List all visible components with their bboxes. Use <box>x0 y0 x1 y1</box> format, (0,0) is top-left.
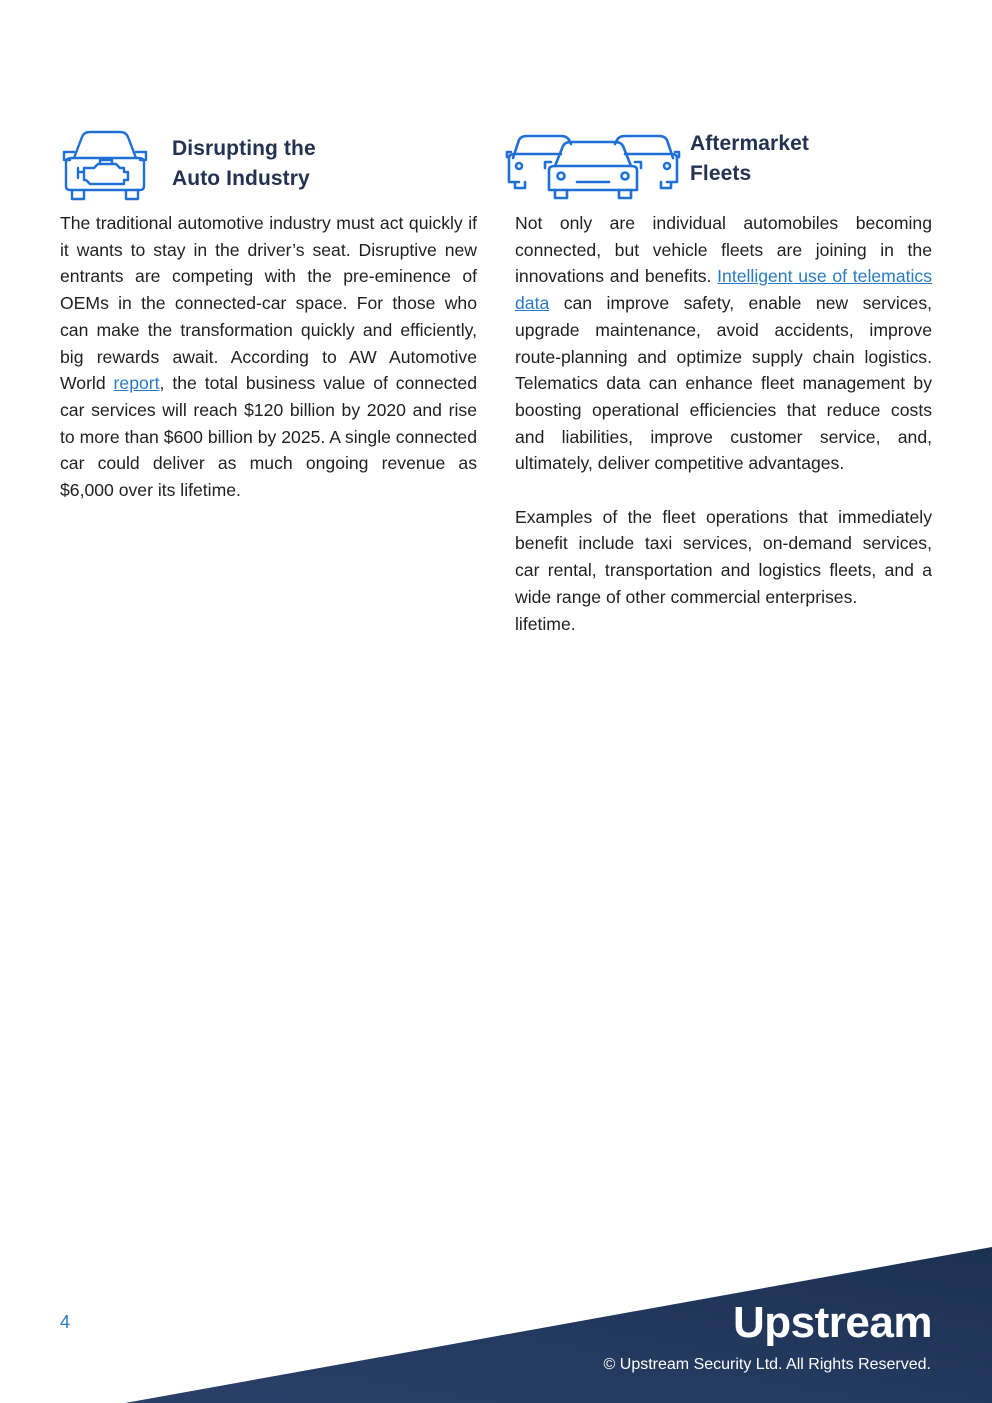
section-paragraph <box>515 210 932 477</box>
section-title <box>690 129 809 189</box>
section-header <box>60 128 477 210</box>
paragraph-text: Not only are individual automobiles becoming connected, but vehicle fleets are joining in the innovations and benefits. <box>515 213 932 287</box>
title-line-1: Aftermarket <box>690 132 809 155</box>
paragraph-text: The traditional automotive industry must act quickly if it wants to stay in the driver’s seat. Disruptive new entrants are competing with the pre-eminence of OEMs in the connected-car space. For those who can make the transformation quickly and efficiently, big rewards await. According to AW Automotive World <box>60 213 477 394</box>
section-header <box>515 128 932 210</box>
brand-logo: Upstream <box>733 1298 932 1347</box>
section-disrupting <box>60 128 477 504</box>
page-number: 4 <box>60 1312 71 1332</box>
section-title <box>172 134 316 194</box>
telematics-link[interactable]: Intelligent use of telematics data <box>515 266 932 314</box>
title-line-2: Fleets <box>690 162 752 185</box>
title-line-1: Disrupting the <box>172 137 316 160</box>
paragraph-text: can improve safety, enable new services, upgrade maintenance, avoid accidents, improve route-planning and optimize supply chain logistics. Telematics data can enhance fleet management by boosting operational efficiencies that reduce costs and liabilities, improve customer service, and, ultimately, deliver competitive advantages. <box>515 293 932 474</box>
section-fleets <box>515 128 932 637</box>
paragraph-text: , the total business value of connected car services will reach $120 billion by 2020 and rise to more than $600 billion by 2025. A single connected car could deliver as much ongoing revenue as $6,000 over its lifetime. <box>60 373 477 501</box>
title-line-2: Auto Industry <box>172 167 310 190</box>
trailing-text: lifetime. <box>515 613 576 634</box>
section-paragraph-2: Examples of the fleet operations that immediately benefit include taxi services, on-demand services, car rental, transportation and logistics fleets, and a wide range of other commercial enterprises. <box>515 506 932 607</box>
fleet-cars-icon <box>505 132 681 205</box>
report-link[interactable]: report <box>113 373 160 394</box>
copyright-text: © Upstream Security Ltd. All Rights Reserved. <box>603 1356 931 1373</box>
engine-icon <box>60 128 150 209</box>
section-paragraph <box>60 210 477 504</box>
